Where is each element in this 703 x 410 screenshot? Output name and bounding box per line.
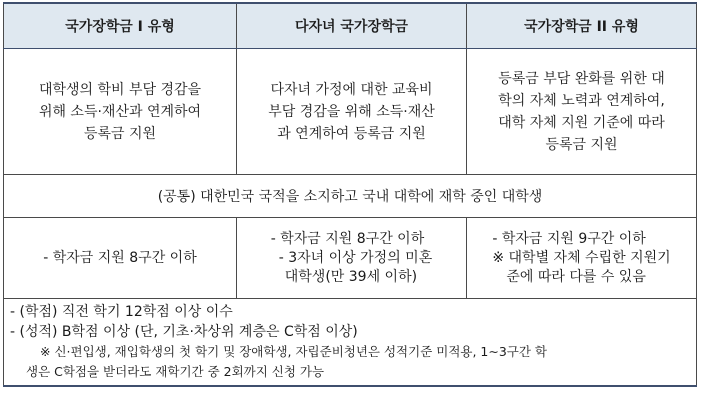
description-line: 과 연계하여 등록금 지원 <box>277 125 426 142</box>
common-requirement-row <box>4 175 697 218</box>
support-type1 <box>4 218 237 299</box>
support-line: ※ 대학별 자체 수립한 지원기 <box>492 249 671 266</box>
support-line: 대학생(만 39세 이하) <box>284 268 418 285</box>
support-line: - 3자녀 이상 가정의 미혼 <box>278 249 433 266</box>
requirement-line: - (성적) B학점 이상 (단, 기초·차상위 계층은 C학점 이상) <box>10 324 358 340</box>
description-line: 부담 경감을 위해 소득·재산 <box>268 103 435 120</box>
requirement-note-line: ※ 신·편입생, 재입학생의 첫 학기 및 장애학생, 자립준비청년은 성적기준 미적용, 1∼3구간 학 <box>40 344 548 359</box>
description-line: 등록금 부담 완화를 위한 대 <box>498 70 665 87</box>
support-multi-child <box>237 218 467 299</box>
description-line: 대학생의 학비 부담 경감을 <box>38 81 202 98</box>
description-type2 <box>467 49 697 175</box>
header-type2: 국가장학금 II 유형 <box>467 3 697 49</box>
header-multi-child: 다자녀 국가장학금 <box>237 3 467 49</box>
support-line: - 학자금 지원 8구간 이하 <box>270 230 425 247</box>
description-line: 위해 소득·재산과 연계하여 <box>38 103 202 120</box>
header-type1: 국가장학금 I 유형 <box>4 3 237 49</box>
common-requirement: (공통) 대한민국 국적을 소지하고 국내 대학에 재학 중인 대학생 <box>4 175 697 218</box>
description-row <box>4 49 697 175</box>
requirement-line: - (학점) 직전 학기 12학점 이상 이수 <box>10 304 233 320</box>
description-line: 등록금 지원 <box>83 125 157 142</box>
support-type2 <box>467 218 697 299</box>
requirement-note-line: 생은 C학점을 받더라도 재학기간 중 2회까지 신청 가능 <box>26 364 325 379</box>
academic-requirements <box>4 299 697 387</box>
support-line: - 학자금 지원 8구간 이하 <box>43 249 197 266</box>
description-multi-child <box>237 49 467 175</box>
header-row <box>4 3 697 49</box>
support-line: - 학자금 지원 9구간 이하 <box>492 230 646 247</box>
description-line: 등록금 지원 <box>545 136 618 153</box>
description-line: 학의 자체 노력과 연계하여, <box>498 92 665 109</box>
support-line: 준에 따라 다를 수 있음 <box>506 268 646 285</box>
scholarship-comparison-table <box>3 2 697 387</box>
support-range-row <box>4 218 697 299</box>
description-type1 <box>4 49 237 175</box>
description-line: 대학 자체 지원 기준에 따라 <box>498 114 665 131</box>
academic-requirement-row <box>4 299 697 387</box>
description-line: 다자녀 가정에 대한 교육비 <box>270 81 433 98</box>
